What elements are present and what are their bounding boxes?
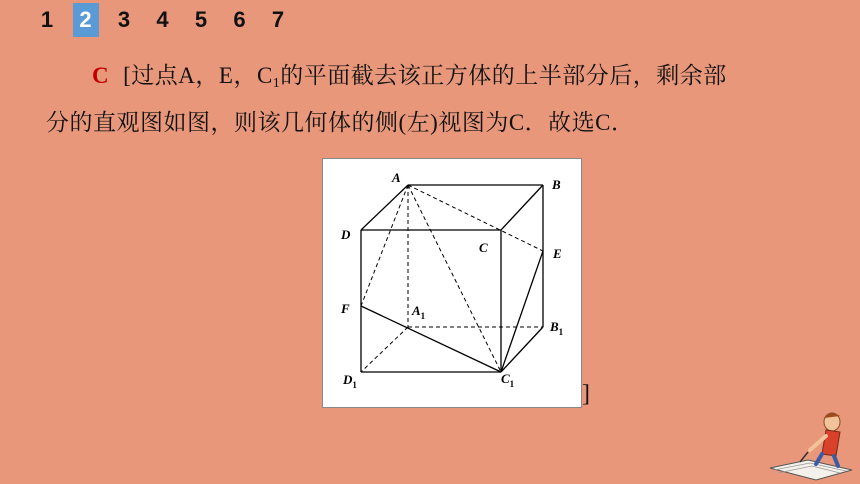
section-C1E [501,251,543,372]
label-B: B [552,177,561,192]
reading-child-illustration-icon [760,404,860,484]
explanation-line-2: 分的直观图如图，则该几何体的侧(左)视图为C．故选C． [46,110,635,135]
edge-A1D1 [361,327,408,372]
label-E: E [553,246,562,261]
label-D1: $D_1$ [343,372,357,390]
close-bracket: ] [582,381,590,407]
edge-C1B1 [501,327,543,372]
nav-page-5[interactable]: 5 [194,7,208,32]
label-C1: $C_1$ [501,371,515,389]
section-AE [408,185,543,251]
cube-diagram [323,159,581,407]
section-FC1 [361,306,501,372]
nav-page-3[interactable]: 3 [117,7,131,32]
subscript-1: 1 [272,76,281,91]
section-AF [361,185,408,306]
label-C: C [479,240,488,255]
page-nav [34,0,304,40]
answer-explanation [46,56,826,142]
explanation-line-1 [46,56,826,103]
cube-figure [322,158,582,408]
nav-page-7[interactable]: 7 [271,7,285,32]
open-bracket: [ [123,63,132,88]
section-AC1 [408,185,501,372]
edge-DA [361,185,408,230]
label-A1: $A_1$ [412,303,426,321]
explanation-text-1b: 的平面截去该正方体的上半部分后，剩余部 [280,63,727,88]
nav-page-4[interactable]: 4 [156,7,169,32]
label-F: F [341,301,350,316]
label-A: A [392,170,401,185]
label-B1: $B_1$ [550,319,564,337]
nav-page-2[interactable]: 2 [73,3,99,37]
nav-page-1[interactable]: 1 [40,7,54,32]
explanation-text-1a: 过点A，E，C [131,63,273,88]
edge-CB [501,185,543,230]
label-D: D [341,227,351,242]
answer-letter: C [92,63,110,88]
nav-page-6[interactable]: 6 [233,7,246,32]
